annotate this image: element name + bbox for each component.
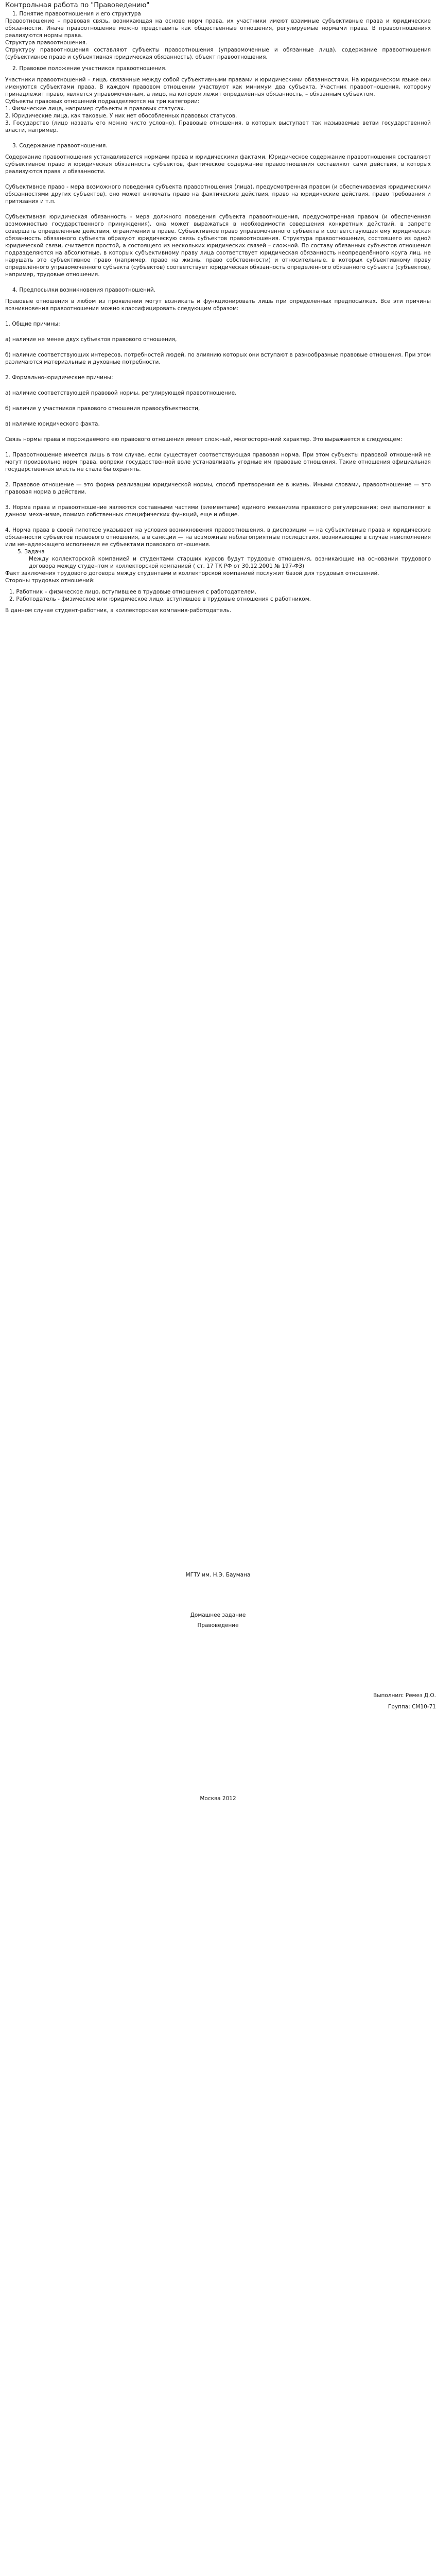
task-paragraph-2: Факт заключения трудового договора между студентами и коллекторской компанией послужит базой для трудовых отношений. (5, 570, 379, 577)
list-item-formal-a: а) наличие соответствующей правовой нормы, регулирующей правоотношение, (5, 390, 237, 396)
paragraph-norm-relation: Связь нормы права и порождаемого ею правового отношения имеет сложный, многосторонний характер. Это выражается в следующем: (5, 436, 403, 443)
list-item-legal: 2. Юридические лица, как таковые. У них нет обособленных правовых статусов. (5, 113, 237, 119)
list-item-physical: 1. Физические лица, например субъекты в правовых статусах. (5, 106, 185, 112)
paragraph-subjective-duty: Субъективная юридическая обязанность - мера должного поведения субъекта правоотношения, предусмотренная правом (и обеспеченная возможностью государственного принуждения), она может выражаться в необходимости совершения конкретных действий, в запрете совершать определённые действия, ограничении в праве. Субъективное право управомоченного субъекта и соответствующая ему юридическая обязанность обязанного субъекта образуют юридическую связь субъектов правоотношения. Структура правоотношения, состоящего из одной юридической связи, считается простой, а состоящего из нескольких юридических связей – сложной. По составу обязанных субъектов отношения подразделяются на абсолютные, в которых субъективному праву лица соответствует юридическая обязанность неопределённого круга лиц, не нарушать это субъективное право (например, право на жизнь, право собственности) и относительные, в которых субъективному праву определённого управомоченного субъекта (субъектов) соответствует юридическая обязанность определённого обязанного субъекта (субъектов), например, трудовые отношения. (5, 214, 431, 278)
list-item-formal-c: в) наличие юридического факта. (5, 421, 100, 427)
subject-name: Правоведение (197, 1622, 239, 1629)
list-heading-general: 1. Общие причины: (5, 321, 60, 327)
paragraph-subjective-right: Субъективное право - мера возможного поведения субъекта правоотношения (лица), предусмотренная правом (и обеспечиваемая юридическими обязанностями других субъектов), оно может включать право на фактические действия, право на юридические действия, право требования и притязания и т.п. (5, 184, 431, 205)
paragraph-structure: Структуру правоотношения составляют субъекты правоотношения (управомоченные и обязанные лица), содержание правоотношения (субъективное право и субъективная юридическая обязанность), объект правоотношения. (5, 47, 431, 60)
paragraph-definition: Правоотношение – правовая связь, возникающая на основе норм права, их участники имеют взаимные субъективные права и юридические обязанности. Иначе правоотношение можно представить как общественные отношения, регулируемые нормами права. В правоотношениях реализуются нормы права. (5, 18, 431, 39)
group-line: Группа: СМ10-71 (388, 1704, 436, 1710)
numbered-point-4: 4. Норма права в своей гипотезе указывает на условия возникновения правоотношения, в диспозиции — на субъективные права и юридические обязанности субъектов правового отношения, а в санкции — на возможные неблагоприятные последствия, возникающие в случае неисполнения или ненадлежащего исполнения ее субъектами правового отношения. (5, 527, 431, 548)
numbered-point-2: 2. Правовое отношение — это форма реализации юридической нормы, способ претворения ее в жизнь. Иными словами, правоотношение — это правовая норма в действии. (5, 482, 431, 495)
paragraph-categories: Субъекты правовых отношений подразделяются на три категории: (5, 98, 200, 105)
city-year: Москва 2012 (200, 1795, 236, 1802)
paragraph-participants: Участники правоотношений – лица, связанные между собой субъективными правами и юридическими обязанностями. На юридическом языке они именуются субъектами права. В каждом правовом отношении участвуют как минимум два субъекта. Участник правоотношения, которому принадлежит право, является управомоченным, а лицо, на котором лежит определённая обязанность, – обязанным субъектом. (5, 77, 431, 97)
university-name: МГТУ им. Н.Э. Баумана (185, 1572, 251, 1578)
list-item-general-b: б) наличие соответствующих интересов, потребностей людей, по алиянию которых они вступают в разнообразные правовые отношения. При этом различаются материальные и духовные потребности. (5, 352, 431, 365)
task-parties-heading: Стороны трудовых отношений: (5, 578, 95, 584)
work-type: Домашнее задание (190, 1612, 246, 1618)
paragraph-prerequisites: Правовые отношения в любом из проявлении могут возникать и функционировать лишь при определенных предпосылках. Все эти причины возникновения правоотношения можно классифицировать следующим образом: (5, 298, 431, 312)
list-item-formal-b: б) наличие у участников правового отношения правосубъектности, (5, 405, 200, 412)
list-item-state: 3. Государство (лицо назвать его можно чисто условно). Правовые отношения, в которых выступает так называемые ветви государственной власти, например. (5, 120, 431, 133)
numbered-point-1: 1. Правоотношение имеется лишь в том случае, если существует соответствующая правовая норма. При этом субъекты правовой отношений не могут произвольно норм права, вопреки государственной воле устанавливать угодные им правовые отношения. Такие отношения официальная государственная власть не стала бы охранять. (5, 452, 431, 472)
document-title: Контрольная работа по "Правоведению" (5, 2, 150, 9)
section-heading-4: 4. Предпосылки возникновения правоотношений. (12, 287, 156, 293)
section-heading-3: 3. Содержание правоотношения. (12, 143, 108, 149)
list-heading-formal: 2. Формально-юридические причины: (5, 375, 113, 381)
paragraph-structure-label: Структура правоотношения. (5, 40, 88, 46)
task-conclusion: В данном случае студент-работник, а коллекторская компания-работодатель. (5, 607, 232, 614)
task-paragraph-1: Между коллекторской компанией и студентами старших курсов будут трудовые отношения, возникающие на основании трудового договора между студентом и коллекторской компанией ( ст. 17 ТК РФ от 30.12.2001 № 197-ФЗ) (29, 556, 431, 569)
section-heading-2: 2. Правовое положение участников правоотношения. (12, 65, 167, 72)
task-party-employer: 2. Работодатель - физическое или юридическое лицо, вступившее в трудовые отношения с работником. (9, 596, 311, 602)
paragraph-content: Содержание правоотношения устанавливается нормами права и юридическими фактами. Юридическое содержание правоотношения составляют субъективное право и юридическая обязанность субъектов, фактическое содержание правоотношения составляют сами действия, в которых реализуются права и обязанности. (5, 154, 431, 175)
document-body (5, 1, 431, 614)
author-line: Выполнил: Ремез Д.О. (373, 1692, 436, 1699)
numbered-point-3: 3. Норма права и правоотношение являются составными частями (элементами) единого механизма правового регулирования; они выполняют в данном механизме, помимо собственных специфических функций, еще и общие. (5, 504, 431, 518)
section-heading-5: 5. Задача (18, 549, 45, 555)
list-item-general-a: а) наличие не менее двух субъектов правового отношения, (5, 336, 177, 343)
task-party-employee: 1. Работник – физическое лицо, вступившее в трудовые отношения с работодателем. (9, 589, 257, 595)
section-heading-1: 1. Понятие правоотношения и его структура (12, 11, 141, 17)
